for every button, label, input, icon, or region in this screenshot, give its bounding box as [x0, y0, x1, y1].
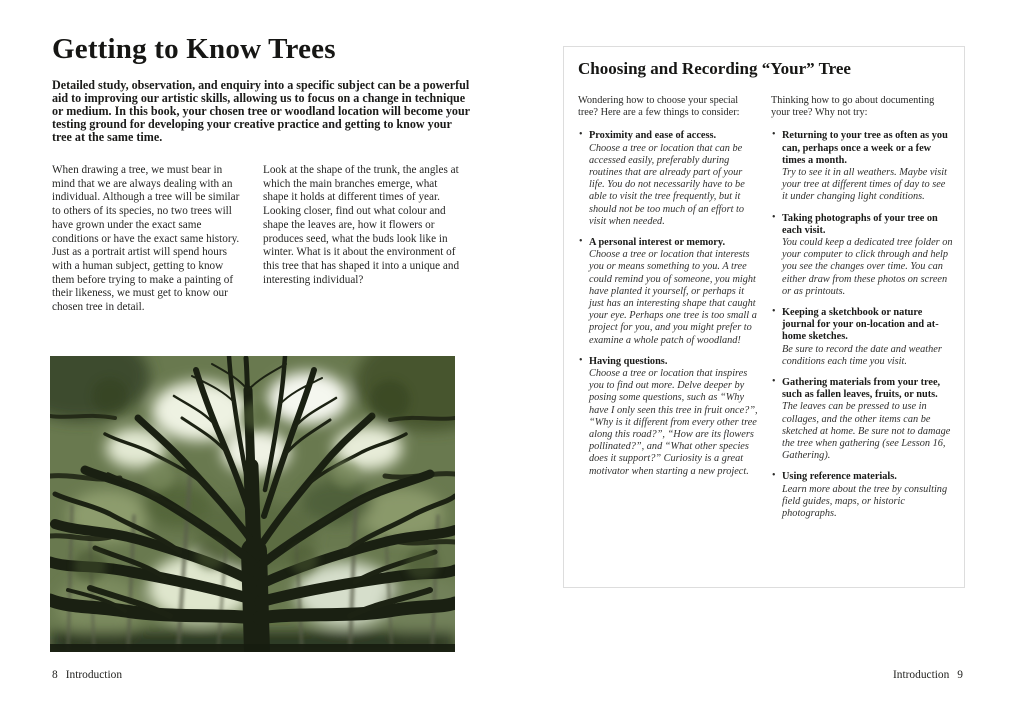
bullet-heading: Having questions.	[589, 355, 668, 367]
footer-left	[52, 669, 122, 681]
page-number: 8	[52, 669, 58, 681]
box-column-2	[771, 95, 953, 529]
bullet-heading: Using reference materials.	[782, 471, 897, 483]
bullet-body: Try to see it in all weathers. Maybe visit your tree at different times of day to see it under changing light conditions.	[782, 167, 948, 203]
bullet-body: The leaves can be pressed to use in collages, and the other items can be sketched at home. Be sure not to damage the tree when gathering (see Lesson 16, Gathering).	[782, 401, 951, 462]
column-intro: Wondering how to choose your special tree? Here are a few things to consider:	[578, 95, 740, 119]
bullet-icon: •	[772, 129, 776, 141]
body-column-2: Look at the shape of the trunk, the angles at which the main branches emerge, what shape it holds at different times of year. Looking closer, find out what colour and shape the leaves are, how it flowers or produces seed, what the buds look like in winter. What is it about the environment of this tree that has shaped it into a unique and interesting individual?	[263, 164, 460, 286]
footer-right	[893, 669, 963, 681]
bullet-body: Be sure to record the date and weather conditions each time you visit.	[782, 343, 942, 367]
list-item	[771, 130, 953, 203]
page-number: 9	[957, 669, 963, 681]
body-column-1: When drawing a tree, we must bear in mind that we are always dealing with an individual. Although a tree will be similar to others of its species, no two trees will have grown under the exact same conditions or have the exact same history. Just as a portrait artist will spend hours with a human subject, getting to know them before trying to make a painting of their likeness, we must get to know our chosen tree in detail.	[52, 164, 240, 314]
section-label: Introduction	[892, 669, 950, 681]
bullet-body: You could keep a dedicated tree folder on your computer to click through and help you see the changes over time. You can either draw from these photos on screen or as printouts.	[782, 237, 953, 297]
box-column-1	[578, 95, 758, 487]
bullet-icon: •	[579, 354, 583, 366]
list-item	[771, 213, 953, 298]
bullet-body: Choose a tree or location that inspires you to find out more. Delve deeper by posing some questions, such as “Why have I only seen this tree in fruit once?”, “Why is it different from every other tree along this road?”, “How are its flowers pollinated?”, and “What other species does it support?” Curiosity is a great motivator when starting a new project.	[589, 368, 758, 477]
lede-paragraph: Detailed study, observation, and enquiry into a specific subject can be a powerful aid to improving our artistic skills, allowing us to focus on a change in technique or medium. In this book, your chosen tree or woodland location will become your testing ground for developing your creative practice and getting to know your tree at the same time.	[52, 78, 470, 145]
bullet-heading: Proximity and ease of access.	[589, 130, 717, 142]
bullet-heading: Gathering materials from your tree, such as fallen leaves, fruits, or nuts.	[782, 377, 941, 401]
feature-box	[563, 46, 965, 588]
bullet-body: Learn more about the tree by consulting field guides, maps, or historic photographs.	[782, 483, 948, 520]
tree-photo	[50, 356, 455, 652]
list-item	[578, 130, 758, 228]
bullet-icon: •	[772, 306, 776, 318]
list-item	[578, 356, 758, 478]
list-item	[771, 377, 953, 462]
bullet-icon: •	[772, 211, 776, 223]
tree-canopy-illustration	[50, 356, 455, 652]
list-item	[771, 471, 953, 520]
bullet-heading: Keeping a sketchbook or nature journal for your on-location and at-home sketches.	[782, 307, 939, 343]
bullet-body: Choose a tree or location that interests you or means something to you. A tree could remind you of someone, you might have planted it yourself, or perhaps it just has an interesting shape that caught your eye. Perhaps one tree is too small a project for you, and you might prefer to examine a whole patch of woodland!	[589, 249, 757, 346]
column-intro: Thinking how to go about documenting your tree? Why not try:	[771, 95, 935, 119]
list-item	[771, 307, 953, 368]
bullet-heading: Taking photographs of your tree on each visit.	[782, 212, 938, 236]
bullet-list	[771, 130, 953, 520]
bullet-list	[578, 130, 758, 477]
bullet-icon: •	[772, 376, 776, 388]
bullet-heading: Returning to your tree as often as you can, perhaps once a week or a few times a month.	[782, 130, 948, 166]
box-title: Choosing and Recording “Your” Tree	[578, 59, 851, 78]
bullet-heading: A personal interest or memory.	[589, 237, 726, 249]
page-title: Getting to Know Trees	[52, 33, 336, 65]
list-item	[578, 237, 758, 347]
bullet-icon: •	[772, 470, 776, 482]
bullet-icon: •	[579, 129, 583, 141]
bullet-body: Choose a tree or location that can be accessed easily, preferably during routines that are already part of your life. You do not necessarily have to be able to visit the tree frequently, but it should not be too much of an effort to visit when needed.	[589, 142, 745, 227]
bullet-icon: •	[579, 236, 583, 248]
section-label: Introduction	[65, 669, 123, 681]
